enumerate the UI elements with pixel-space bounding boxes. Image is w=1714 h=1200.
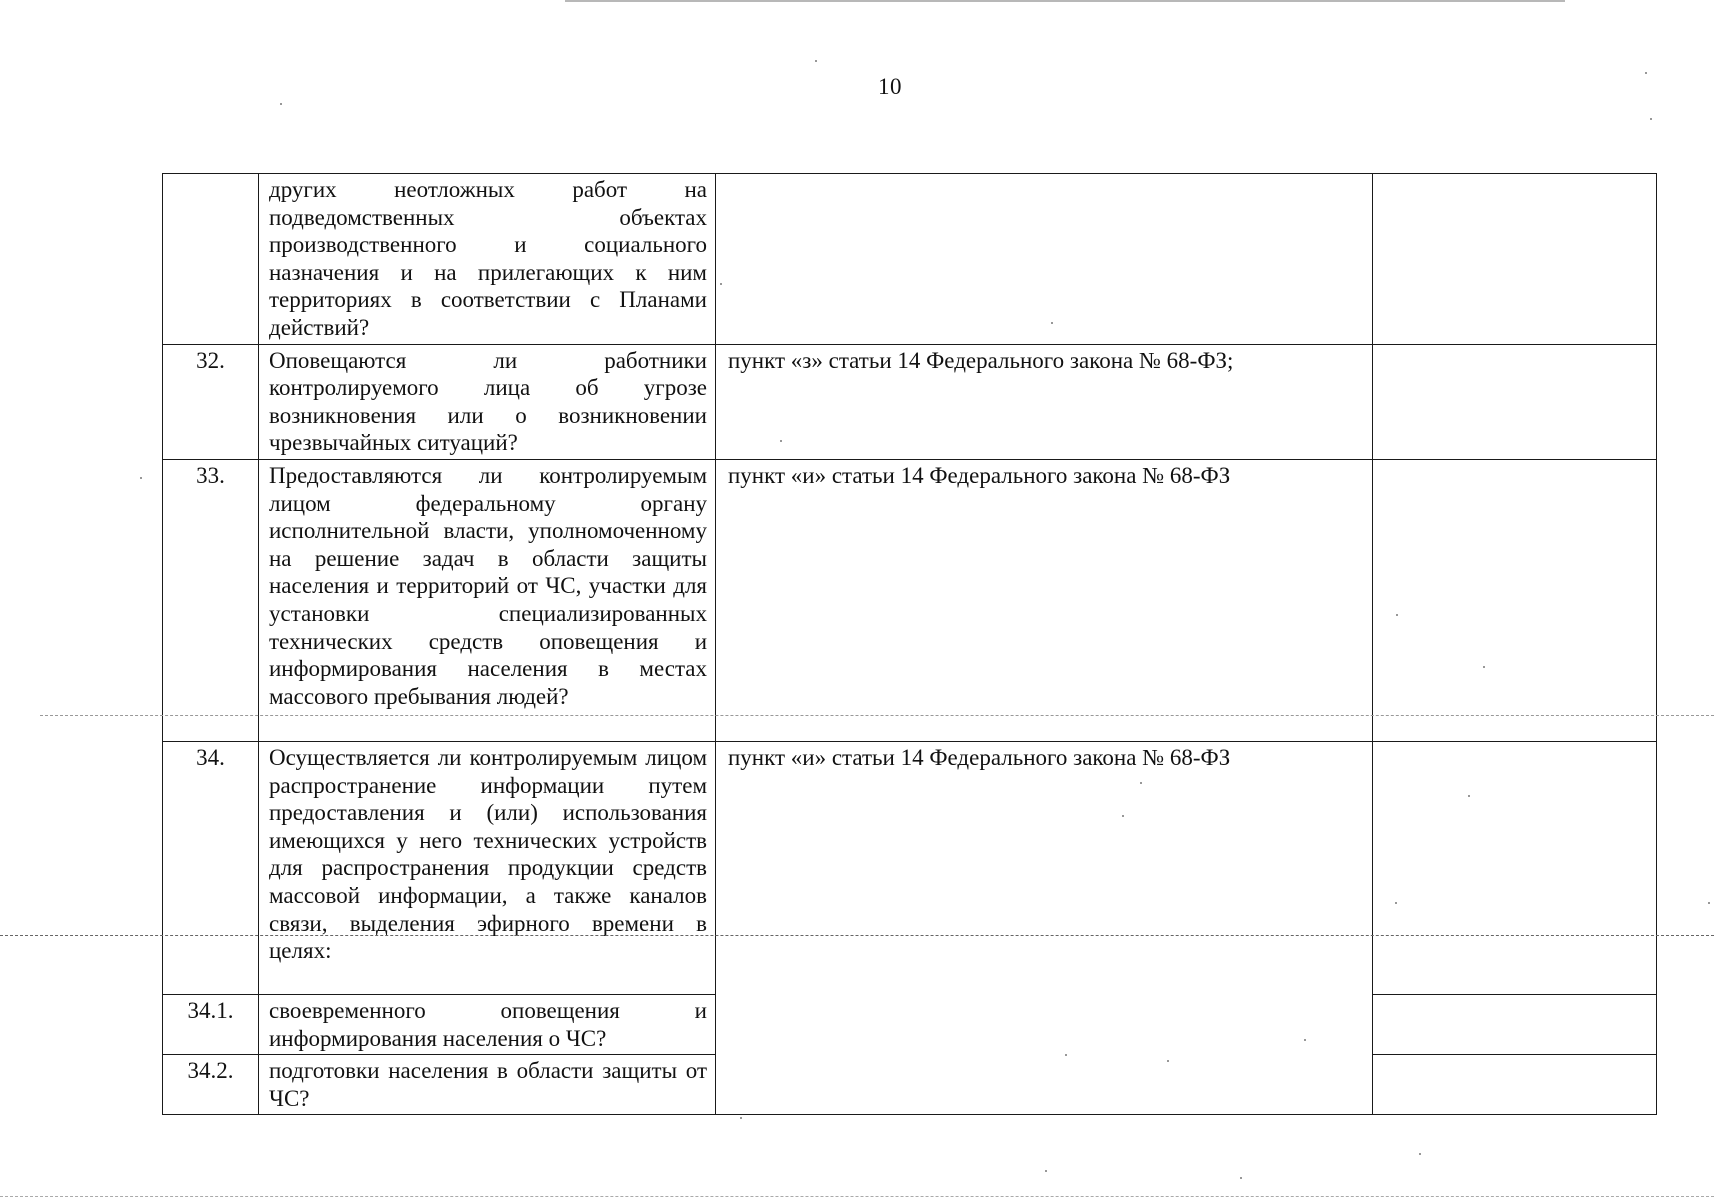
row-number-cell	[163, 344, 259, 459]
legal-reference-cell	[716, 459, 1373, 741]
result-cell	[1373, 344, 1657, 459]
scan-speck	[1645, 72, 1647, 74]
legal-reference-cell	[716, 344, 1373, 459]
result-cell	[1373, 459, 1657, 741]
scan-speck	[1483, 666, 1485, 668]
table-row	[163, 741, 1657, 994]
question-cell: подготовки населения в области защиты от ЧС?	[259, 1055, 716, 1115]
legal-reference: пункт «и» статьи 14 Федерального закона № 68-ФЗ	[728, 462, 1231, 488]
scan-artifact-line	[40, 715, 1714, 717]
row-number: 34.2.	[187, 1058, 234, 1084]
table-row	[163, 174, 1657, 345]
row-number-cell	[163, 1055, 259, 1115]
scan-speck	[1468, 795, 1470, 797]
row-number-cell	[163, 459, 259, 741]
scan-speck	[1065, 1054, 1067, 1056]
table-row	[163, 344, 1657, 459]
result-cell	[1373, 741, 1657, 994]
legal-reference-cell	[716, 741, 1373, 1114]
page-number: 10	[878, 74, 902, 99]
scan-speck	[140, 477, 142, 479]
scan-speck	[1708, 902, 1710, 904]
row-number-cell	[163, 174, 259, 345]
checklist-table	[162, 173, 1657, 1115]
scan-top-edge	[565, 0, 1565, 2]
result-cell	[1373, 1055, 1657, 1115]
question-cell: Оповещаются ли работники контролируемого лица об угрозе возникновения или о возникновении чрезвычайных ситуаций?	[259, 344, 716, 459]
legal-reference-cell	[716, 174, 1373, 345]
scan-speck	[1396, 614, 1398, 616]
row-number: 34.	[196, 744, 225, 770]
scan-speck	[1045, 1170, 1047, 1172]
question-cell: Предоставляются ли контролируемым лицом федеральному органу исполнительной власти, уполномоченному на решение задач в области защиты населения и территорий от ЧС, участки для установки специализированных технических средств оповещения и информирования населения в местах массового пребывания людей?	[259, 459, 716, 741]
scan-speck	[1051, 322, 1053, 324]
result-cell	[1373, 174, 1657, 345]
row-number: 33.	[196, 462, 225, 488]
question-cell: Осуществляется ли контролируемым лицом распространение информации путем предоставления и (или) использования имеющихся у него технических устройств для распространения продукции средств массовой информации, а также каналов связи, выделения эфирного времени в целях:	[259, 741, 716, 994]
question-cell: своевременного оповещения и информирования населения о ЧС?	[259, 994, 716, 1054]
scan-speck	[780, 440, 782, 442]
row-number: 34.1.	[187, 997, 234, 1023]
scan-speck	[1140, 782, 1142, 784]
row-number	[163, 174, 258, 176]
row-number: 32.	[196, 347, 225, 373]
scan-speck	[280, 103, 282, 105]
scan-speck	[720, 283, 722, 285]
scan-artifact-line	[0, 1196, 1714, 1198]
scan-artifact-line	[0, 935, 1714, 937]
scan-speck	[1304, 1039, 1306, 1041]
result-cell	[1373, 994, 1657, 1054]
legal-reference: пункт «з» статьи 14 Федерального закона № 68-ФЗ;	[728, 347, 1234, 373]
scan-speck	[1122, 815, 1124, 817]
table-row	[163, 459, 1657, 741]
question-cell: других неотложных работ на подведомственных объектах производственного и социального назначения и на прилегающих к ним территориях в соответствии с Планами действий?	[259, 174, 716, 345]
scan-speck	[815, 60, 817, 62]
scan-speck	[1395, 902, 1397, 904]
legal-reference: пункт «и» статьи 14 Федерального закона № 68-ФЗ	[728, 744, 1231, 770]
scan-speck	[1419, 1153, 1421, 1155]
scan-speck	[1650, 118, 1652, 120]
scan-speck	[740, 1117, 742, 1119]
row-number-cell	[163, 994, 259, 1054]
scan-speck	[1167, 1060, 1169, 1062]
scan-speck	[1240, 1177, 1242, 1179]
row-number-cell	[163, 741, 259, 994]
